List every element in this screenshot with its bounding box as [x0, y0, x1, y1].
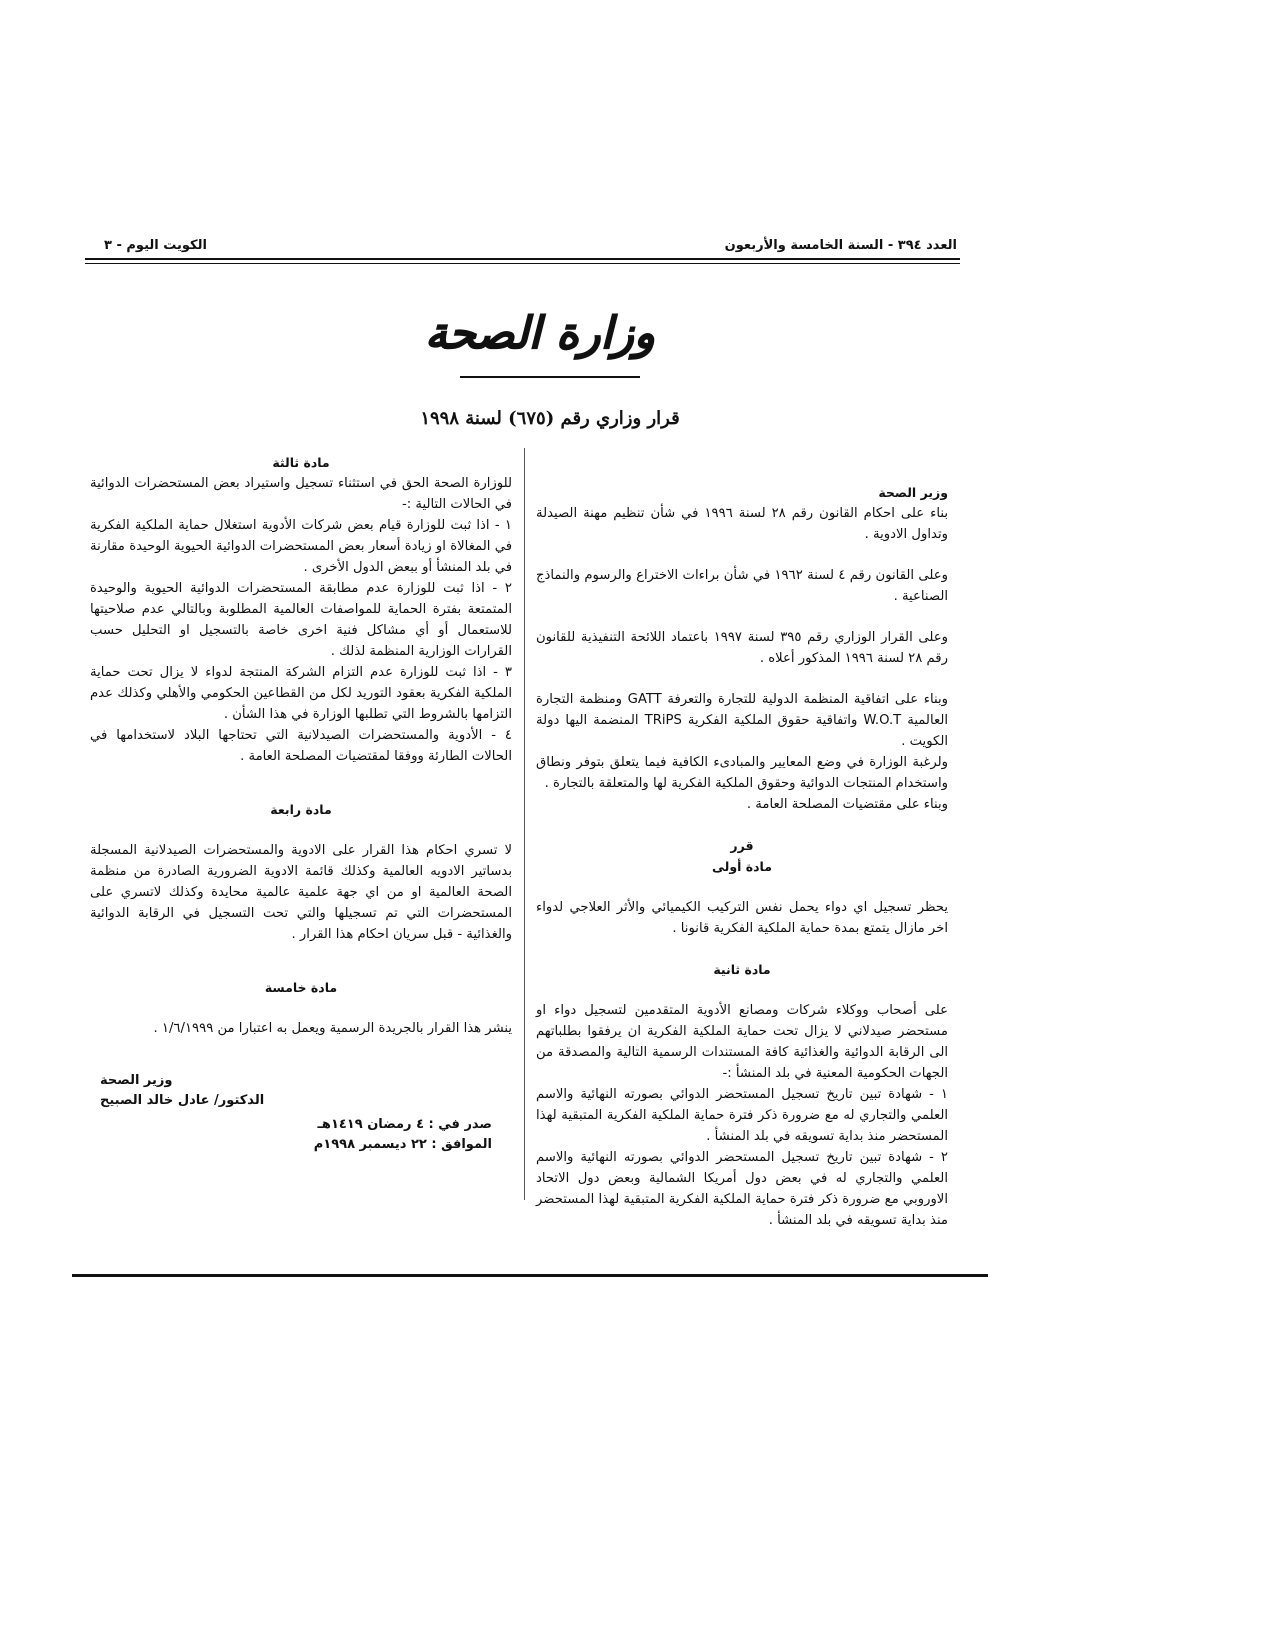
minister-heading: وزير الصحة: [878, 485, 948, 500]
article-2-item-2: ٢ - شهادة تبين تاريخ تسجيل المستحضر الدوائي بصورته النهائية والاسم العلمي والتجاري له في بعض دول أمريكا الشمالية وبعض دول الاتحاد الاوروبي مع ضرورة ذكر فترة حماية الملكية الفكرية المتبقية لهذا المستحضر منذ بداية تسويقه في بلد المنشأ .: [536, 1150, 948, 1228]
masthead-rule: [460, 376, 640, 378]
article-2-intro: على أصحاب ووكلاء شركات ومصانع الأدوية المتقدمين لتسجيل دواء او مستحضر صيدلاني لا يزال تحت حماية الملكية الفكرية ان يرفقوا بطلباتهم الى الرقابة الدوائية والغذائية كافة المستندات الرسمية التالية والمصدقة من الجهات الحكومية المعنية في بلد المنشأ :-: [536, 1003, 948, 1081]
issued-hijri: صدر في : ٤ رمضان ١٤١٩هـ: [317, 1117, 492, 1132]
article-3-heading: مادة ثالثة: [272, 455, 330, 470]
signature-block: [90, 1071, 512, 1111]
article-4-text: لا تسري احكام هذا القرار على الادوية والمستحضرات الصيدلانية المسجلة بدساتير الادويه العالمية وكذلك قائمة الادوية الضرورية الصادرة من منظمة الصحة العالمية او من اي جهة علمية عالمية محايدة وكذلك لاتسري على المستحضرات التي تم تسجيلها والتي تحت التسجيل في الرقابة الدوائية والغذائية - قبل سريان احكام هذا القرار .: [90, 843, 512, 942]
article-3-item-2: ٢ - اذا ثبت للوزارة عدم مطابقة المستحضرات الدوائية الحيوية والوحيدة المتمتعة بفترة الحماية للمواصفات العالمية المطلوبة وبالتالي عدم صلاحيتها للاستعمال أو أي مشاكل فنية اخرى خاصة بالتسجيل او التحليل حسب القرارات الوزارية المنظمة لذلك .: [90, 581, 512, 659]
column-divider: [524, 448, 525, 1200]
article-4-heading: مادة رابعة: [270, 802, 332, 817]
preamble-law-28: بناء على احكام القانون رقم ٢٨ لسنة ١٩٩٦ في شأن تنظيم مهنة الصيدلة وتداول الادوية .: [536, 506, 948, 542]
preamble-public-interest: وبناء على مقتضيات المصلحة العامة .: [746, 797, 948, 812]
masthead-text: وزارة الصحة: [424, 308, 656, 359]
signature-name: الدكتور/ عادل خالد الصبيح: [100, 1093, 265, 1108]
signature-title: وزير الصحة: [100, 1073, 173, 1088]
article-2-item-1: ١ - شهادة تبين تاريخ تسجيل المستحضر الدوائي بصورته النهائية والاسم العلمي والتجاري له مع ضرورة ذكر فترة حماية الملكية الفكرية المتبقية لهذا المستحضر منذ بداية تسويقه في بلد المنشأ .: [536, 1087, 948, 1144]
ministry-of-health-masthead: [380, 290, 700, 380]
header-rule: [85, 258, 960, 260]
article-3-item-4: ٤ - الأدوية والمستحضرات الصيدلانية التي تحتاجها البلاد لاستخدامها في الحالات الطارئة ووفقا لمقتضيات المصلحة العامة .: [90, 728, 512, 764]
preamble-resolution-395: وعلى القرار الوزاري رقم ٣٩٥ لسنة ١٩٩٧ باعتماد اللائحة التنفيذية للقانون رقم ٢٨ لسنة ١٩٩٦ المذكور أعلاه .: [536, 630, 948, 666]
issue-date-block: [90, 1115, 492, 1155]
page-header-right: العدد ٣٩٤ - السنة الخامسة والأربعون: [724, 238, 957, 253]
decree-title: قرار وزاري رقم (٦٧٥) لسنة ١٩٩٨: [420, 408, 680, 429]
right-column: [536, 482, 948, 1231]
decided-heading: قرر: [730, 838, 754, 853]
article-5-heading: مادة خامسة: [264, 980, 338, 995]
page-header-left: الكويت اليوم - ٣: [104, 238, 207, 253]
article-2-heading: مادة ثانية: [713, 962, 771, 977]
article-1-text: يحظر تسجيل اي دواء يحمل نفس التركيب الكيميائي والأثر العلاجي لدواء اخر مازال يتمتع بمدة حماية الملكية الفكرية قانونا .: [536, 900, 948, 936]
issued-gregorian: الموافق : ٢٢ ديسمبر ١٩٩٨م: [313, 1137, 492, 1152]
footer-rule: [72, 1274, 988, 1277]
article-3-intro: للوزارة الصحة الحق في استثناء تسجيل واستيراد بعض المستحضرات الدوائية في الحالات التالية :-: [90, 476, 512, 512]
preamble-gatt: وبناء على اتفاقية المنظمة الدولية للتجارة والتعرفة GATT ومنظمة التجارة العالمية W.O.T واتفاقية حقوق الملكية الفكرية TRiPS المنضمة اليها دولة الكويت .: [536, 692, 949, 749]
left-column: [90, 452, 512, 1155]
article-3-item-1: ١ - اذا ثبت للوزارة قيام بعض شركات الأدوية استغلال حماية الملكية الفكرية في المغالاة او زيادة أسعار بعض المستحضرات الدوائية الحيوية الوحيدة مقارنة في بلد المنشأ أو ببعض الدول الأخرى .: [90, 518, 512, 575]
preamble-law-4: وعلى القانون رقم ٤ لسنة ١٩٦٢ في شأن براءات الاختراع والرسوم والنماذج الصناعية .: [536, 568, 948, 604]
article-1-heading: مادة أولى: [712, 859, 772, 874]
header-rule-thin: [85, 263, 960, 264]
preamble-desire: ولرغبة الوزارة في وضع المعايير والمبادىء الكافية فيما يتعلق بتوفر ونطاق واستخدام المنتجات الدوائية وحقوق الملكية الفكرية لها والمتعلقة بالتجارة .: [536, 755, 948, 791]
article-5-text: ينشر هذا القرار بالجريدة الرسمية ويعمل به اعتبارا من ١/٦/١٩٩٩ .: [153, 1021, 512, 1036]
article-3-item-3: ٣ - اذا ثبت للوزارة عدم التزام الشركة المنتجة لدواء لا يزال تحت حماية الملكية الفكرية بعقود التوريد لكل من القطاعين الحكومي والأهلي وكذلك عدم التزامها بالشروط التي تطلبها الوزارة في هذا الشأن .: [90, 665, 512, 722]
